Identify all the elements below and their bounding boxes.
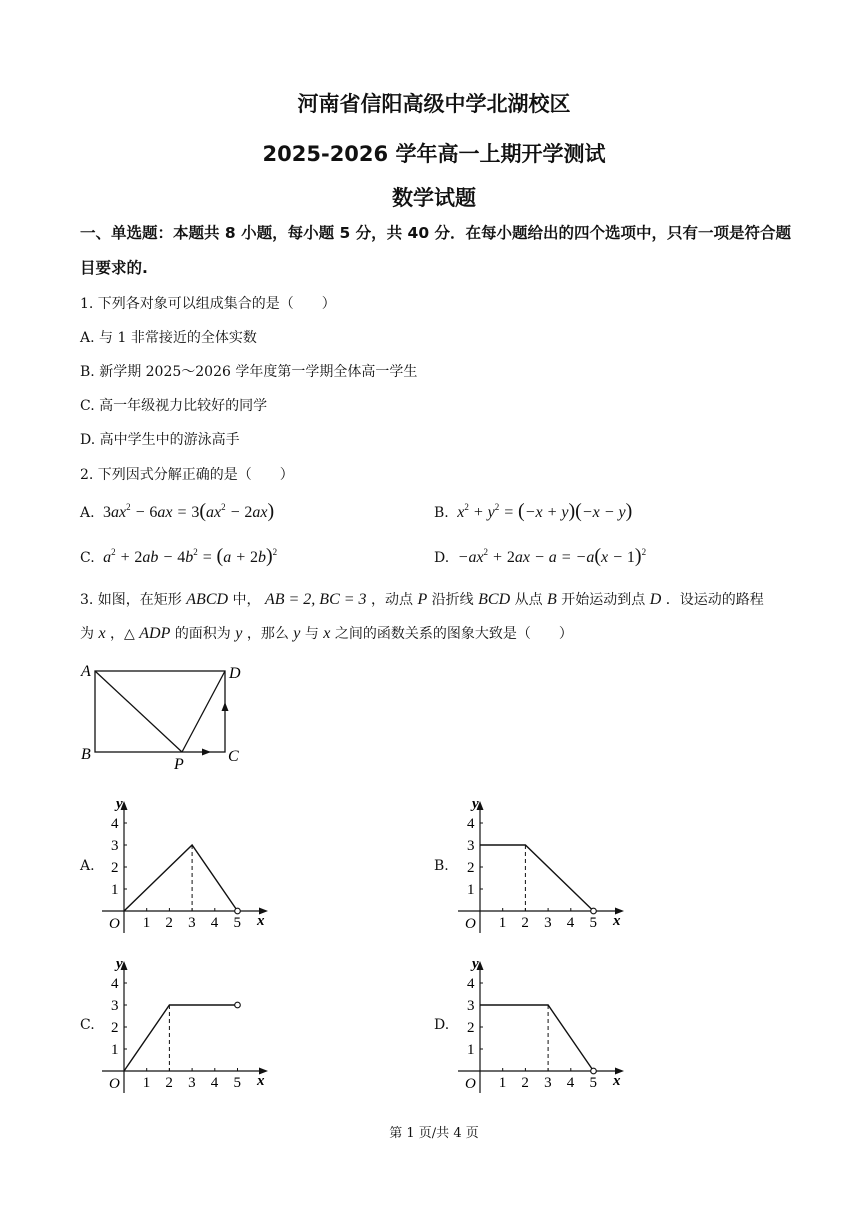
q2-option-b-label: B. — [434, 505, 449, 521]
y-tick-label: 3 — [467, 998, 475, 1014]
question-1-stem: 1. 下列各对象可以组成集合的是（ ） — [80, 296, 336, 312]
y-tick-label: 3 — [467, 838, 475, 854]
y-tick-label: 1 — [467, 882, 475, 898]
x-axis-label: x — [613, 913, 621, 929]
q3-var: BCD — [478, 591, 511, 608]
x-tick-label: 3 — [544, 915, 552, 931]
q2-option-b-formula: $x^2 + y^2 = (-x + y)(-x - y)$ — [453, 500, 633, 522]
question-2-stem: 2. 下列因式分解正确的是（ ） — [80, 467, 294, 483]
q3-text: 沿折线 — [431, 592, 474, 608]
y-axis-label: y — [116, 956, 123, 972]
open-endpoint — [591, 1068, 597, 1074]
x-tick-label: 1 — [142, 915, 151, 931]
q3-text: 3. 如图，在矩形 — [80, 592, 182, 608]
y-tick-label: 2 — [467, 860, 475, 876]
y-tick-label: 4 — [111, 976, 119, 992]
label-p: P — [174, 756, 184, 773]
x-tick-label: 3 — [188, 1075, 196, 1091]
y-tick-label: 2 — [467, 1020, 475, 1036]
segment-ap — [95, 671, 182, 752]
q2-option-c-formula: $a^2 + 2ab - 4b^2 = (a + 2b)^2$ — [99, 545, 278, 567]
q3-option-a-label: A. — [80, 858, 95, 874]
x-axis-label: x — [257, 1073, 265, 1089]
label-b: B — [81, 746, 91, 763]
origin-label: O — [109, 1076, 120, 1092]
y-tick-label: 1 — [467, 1042, 475, 1058]
origin-label: O — [109, 916, 120, 932]
q2-option-d-formula: $-ax^2 + 2ax - a = -a(x - 1)^2$ — [453, 545, 647, 567]
q2-option-a-label: A. — [80, 505, 95, 521]
q3-text: 从点 — [514, 592, 543, 608]
x-tick-label: 2 — [521, 1075, 529, 1091]
q3-text: ，△ — [110, 626, 135, 642]
q2-option-c-label: C. — [80, 550, 95, 566]
q3-option-d-label: D. — [434, 1017, 450, 1033]
y-tick-label: 4 — [467, 816, 475, 832]
open-endpoint — [235, 908, 241, 914]
q3-var: B — [547, 591, 557, 608]
q3-var: P — [417, 591, 428, 608]
series-line — [480, 845, 594, 911]
q2-option-b — [434, 500, 632, 523]
x-tick-label: 2 — [521, 915, 529, 931]
q3-var: y — [293, 625, 301, 642]
label-a: A — [81, 663, 91, 680]
x-tick-label: 1 — [142, 1075, 151, 1091]
q3-text: ，那么 — [246, 626, 289, 642]
q3-var: x — [98, 625, 106, 642]
q3-text: 的面积为 — [174, 626, 231, 642]
origin-label: O — [465, 1076, 476, 1092]
series-line — [124, 1005, 238, 1071]
exam-title: 2025-2026 学年高一上期开学测试 — [262, 142, 606, 166]
q3-var: y — [235, 625, 243, 642]
y-tick-label: 3 — [111, 998, 119, 1014]
q3-text: 之间的函数关系的图象大致是（ ） — [334, 626, 573, 642]
y-tick-label: 4 — [111, 816, 119, 832]
y-axis-label: y — [116, 796, 123, 812]
segment-pd — [182, 671, 225, 752]
q3-var: AB = 2, BC = 3 — [264, 591, 367, 608]
q3-var: x — [323, 625, 331, 642]
y-tick-label: 3 — [111, 838, 119, 854]
y-axis-label: y — [472, 796, 479, 812]
graph-option-d — [454, 955, 634, 1100]
q3-text: 中， — [232, 592, 261, 608]
y-axis-label: y — [472, 956, 479, 972]
q3-option-b-label: B. — [434, 858, 449, 874]
rectangle-figure — [76, 658, 256, 773]
origin-label: O — [465, 916, 476, 932]
subject-title: 数学试题 — [392, 186, 476, 210]
x-tick-label: 4 — [566, 915, 575, 931]
arrow-right-icon — [202, 749, 211, 756]
y-tick-label: 1 — [111, 882, 119, 898]
x-tick-label: 5 — [589, 915, 597, 931]
y-tick-label: 2 — [111, 1020, 119, 1036]
x-tick-label: 4 — [210, 915, 219, 931]
question-3-line-1 — [80, 589, 764, 609]
q3-var: ABCD — [186, 591, 229, 608]
rectangle-abcd — [95, 671, 225, 752]
y-tick-label: 1 — [111, 1042, 119, 1058]
q3-text: ．设运动的路程 — [665, 592, 764, 608]
y-tick-label: 2 — [111, 860, 119, 876]
label-d: D — [229, 665, 241, 682]
q1-option-b: B. 新学期 2025～2026 学年度第一学期全体高一学生 — [80, 364, 418, 380]
page-footer: 第 1 页/共 4 页 — [389, 1126, 479, 1141]
q3-var: ADP — [139, 625, 171, 642]
q2-option-a — [80, 500, 274, 523]
x-tick-label: 4 — [566, 1075, 575, 1091]
graph-option-a — [98, 795, 278, 940]
series-line — [480, 1005, 594, 1071]
label-c: C — [228, 748, 239, 765]
x-axis-label: x — [257, 913, 265, 929]
q3-var: D — [649, 591, 662, 608]
x-tick-label: 4 — [210, 1075, 219, 1091]
q3-option-c-label: C. — [80, 1017, 95, 1033]
q3-text: 与 — [304, 626, 319, 642]
series-line — [124, 845, 238, 911]
x-tick-label: 5 — [233, 1075, 241, 1091]
x-tick-label: 1 — [498, 1075, 507, 1091]
x-tick-label: 5 — [589, 1075, 597, 1091]
q3-text: 开始运动到点 — [561, 592, 646, 608]
question-3-line-2 — [80, 623, 573, 643]
x-axis-label: x — [613, 1073, 621, 1089]
x-tick-label: 5 — [233, 915, 241, 931]
x-tick-label: 1 — [498, 915, 507, 931]
x-tick-label: 2 — [165, 1075, 173, 1091]
open-endpoint — [591, 908, 597, 914]
x-tick-label: 2 — [165, 915, 173, 931]
q2-option-a-formula: $3ax^2 - 6ax = 3(ax^2 - 2ax)$ — [103, 500, 275, 522]
section-heading: 一、单选题：本题共 8 小题，每小题 5 分，共 40 分．在每小题给出的四个选项中，只有一项是符合题目要求的. — [80, 224, 792, 277]
q2-option-d-label: D. — [434, 550, 450, 566]
school-title: 河南省信阳高级中学北湖校区 — [297, 92, 571, 116]
x-tick-label: 3 — [544, 1075, 552, 1091]
arrow-up-icon — [222, 702, 229, 711]
q1-option-d: D. 高中学生中的游泳高手 — [80, 432, 240, 448]
q1-option-a: A. 与 1 非常接近的全体实数 — [80, 330, 257, 346]
q1-option-c: C. 高一年级视力比较好的同学 — [80, 398, 268, 414]
y-tick-label: 4 — [467, 976, 475, 992]
graph-option-c — [98, 955, 278, 1100]
open-endpoint — [235, 1002, 241, 1008]
q3-text: 为 — [80, 626, 94, 642]
q3-text: ，动点 — [371, 592, 413, 608]
q2-option-c — [80, 545, 277, 568]
q2-option-d — [434, 545, 646, 568]
x-tick-label: 3 — [188, 915, 196, 931]
graph-option-b — [454, 795, 634, 940]
